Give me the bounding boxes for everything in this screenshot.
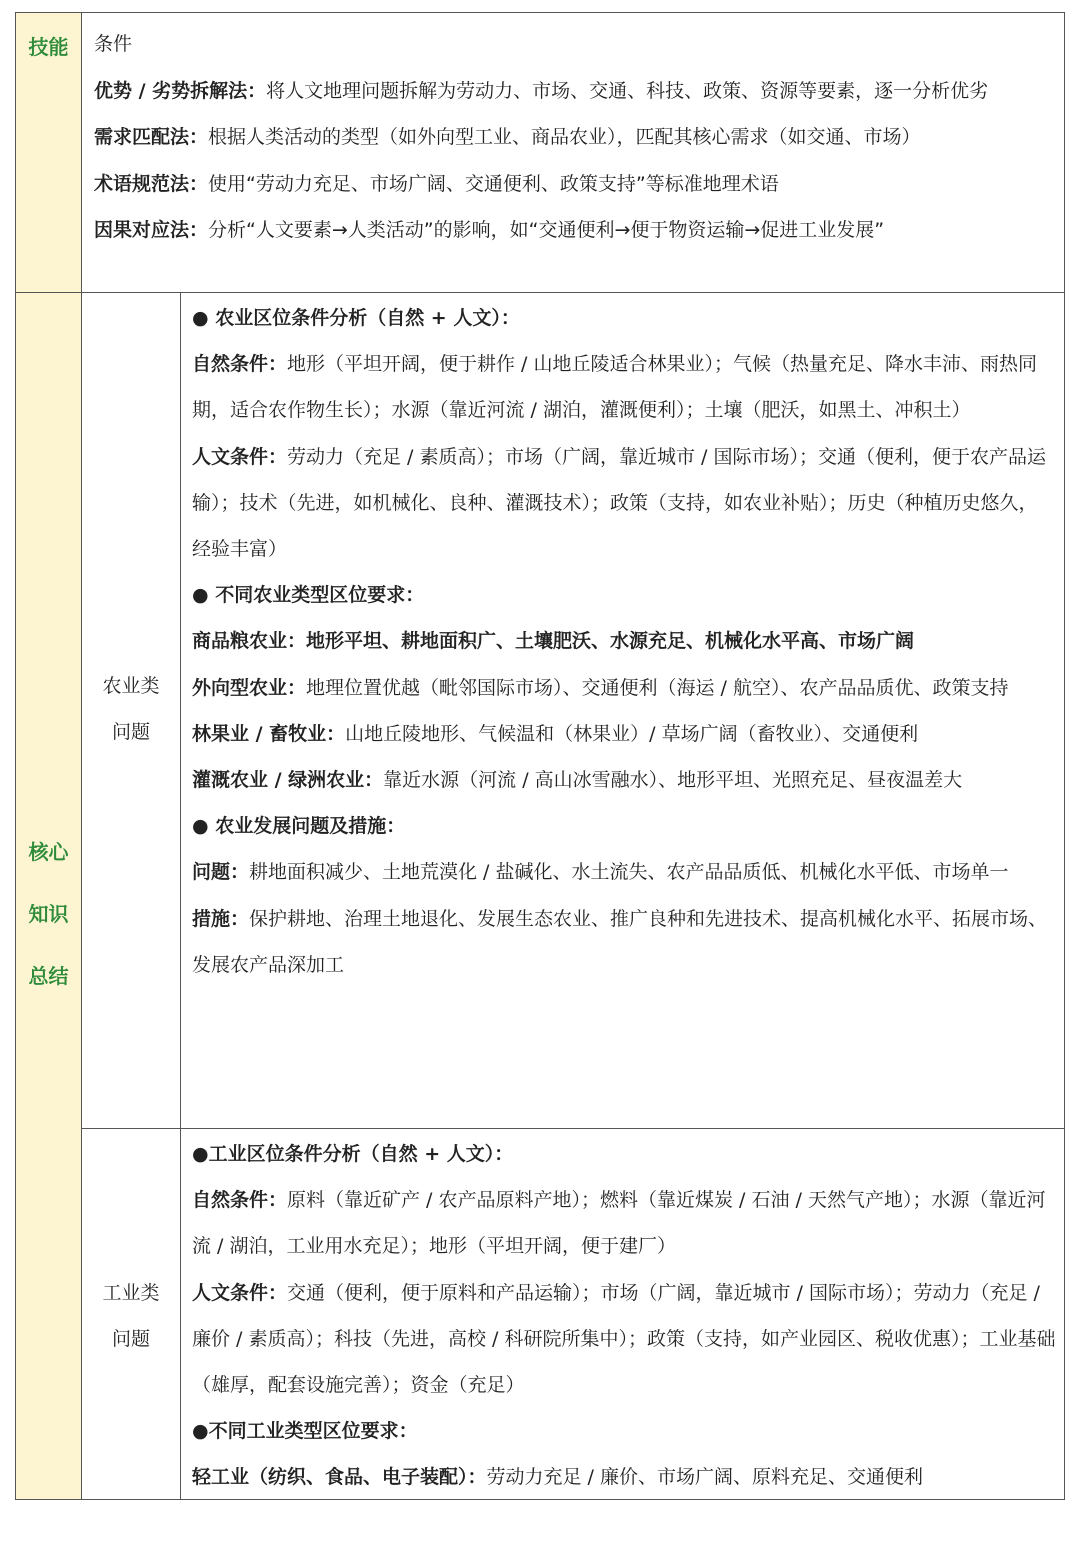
skill-label: 技能: [28, 35, 69, 59]
knowledge-table: [15, 12, 1065, 1500]
content-line: ●不同工业类型区位要求：: [192, 1420, 418, 1443]
skill-line: 因果对应法：分析“人文要素→人类活动”的影响，如“交通便利→便于物资运输→促进工业发展”: [94, 219, 885, 241]
content-line: 措施：保护耕地、治理土地退化、发展生态农业、推广良种和先进技术、提高机械化水平、拓展市场、发展农产品深加工: [192, 907, 1048, 976]
skill-line: 术语规范法：使用“劳动力充足、市场广阔、交通便利、政策支持”等标准地理术语: [94, 172, 779, 195]
content-line: ● 不同农业类型区位要求：: [192, 584, 425, 607]
industry-content: [181, 1131, 1064, 1499]
content-line: ● 农业发展问题及措施：: [192, 815, 406, 838]
content-line: 林果业 / 畜牧业：山地丘陵地形、气候温和（林果业）/ 草场广阔（畜牧业）、交通便利: [192, 722, 919, 745]
content-line: ●工业区位条件分析（自然 + 人文）：: [192, 1143, 514, 1165]
skill-label-cell: [16, 13, 82, 292]
industry-label: 工业类 问题: [102, 1282, 160, 1350]
agriculture-label-cell: [82, 293, 181, 1129]
skill-line: 优势 / 劣势拆解法：将人文地理问题拆解为劳动力、市场、交通、科技、政策、资源等要素，逐一分析优劣: [94, 79, 989, 102]
core-label-cell: [16, 293, 82, 1499]
skill-line: 需求匹配法：根据人类活动的类型（如外向型工业、商品农业），匹配其核心需求（如交通、市场）: [94, 126, 921, 148]
content-line: 人文条件：劳动力（充足 / 素质高）；市场（广阔，靠近城市 / 国际市场）；交通（便利，便于农产品运输）；技术（先进，如机械化、良种、灌溉技术）；政策（支持，如农业补贴）；历史（种植历史悠久，经验丰富）: [192, 445, 1046, 561]
content-line: 自然条件：原料（靠近矿产 / 农产品原料产地）；燃料（靠近煤炭 / 石油 / 天然气产地）；水源（靠近河流 / 湖泊，工业用水充足）；地形（平坦开阔，便于建厂）: [192, 1189, 1046, 1258]
skill-row: [16, 13, 1064, 293]
content-line: 灌溉农业 / 绿洲农业：靠近水源（河流 / 高山冰雪融水）、地形平坦、光照充足、昼夜温差大: [192, 769, 963, 792]
agriculture-label: 农业类 问题: [102, 675, 160, 743]
core-row: [16, 293, 1064, 1499]
skill-line: 条件: [94, 33, 133, 55]
agriculture-content: [181, 295, 1064, 1129]
industry-label-cell: [82, 1129, 181, 1499]
content-line: 自然条件：地形（平坦开阔，便于耕作 / 山地丘陵适合林果业）；气候（热量充足、降水丰沛、雨热同期，适合农作物生长）；水源（靠近河流 / 湖泊，灌溉便利）；土壤（肥沃，如黑土、冲积土）: [192, 353, 1037, 422]
content-line: 商品粮农业：地形平坦、耕地面积广、土壤肥沃、水源充足、机械化水平高、市场广阔: [192, 630, 915, 653]
content-line: 外向型农业：地理位置优越（毗邻国际市场）、交通便利（海运 / 航空）、农产品品质优、政策支持: [192, 676, 1009, 699]
content-line: 人文条件：交通（便利，便于原料和产品运输）；市场（广阔，靠近城市 / 国际市场）；劳动力（充足 / 廉价 / 素质高）；科技（先进，高校 / 科研院所集中）；政策（支持，如产业园区、税收优惠）；工业基础（雄厚，配套设施完善）；资金（充足）: [192, 1281, 1056, 1397]
content-line: ● 农业区位条件分析（自然 + 人文）：: [192, 307, 520, 329]
content-line: 问题：耕地面积减少、土地荒漠化 / 盐碱化、水土流失、农产品品质低、机械化水平低、市场单一: [192, 861, 1009, 884]
core-label: 核心 知识 总结: [28, 840, 69, 988]
content-line: 轻工业（纺织、食品、电子装配）：劳动力充足 / 廉价、市场广阔、原料充足、交通便利: [192, 1466, 923, 1489]
skill-content: [82, 13, 1064, 292]
